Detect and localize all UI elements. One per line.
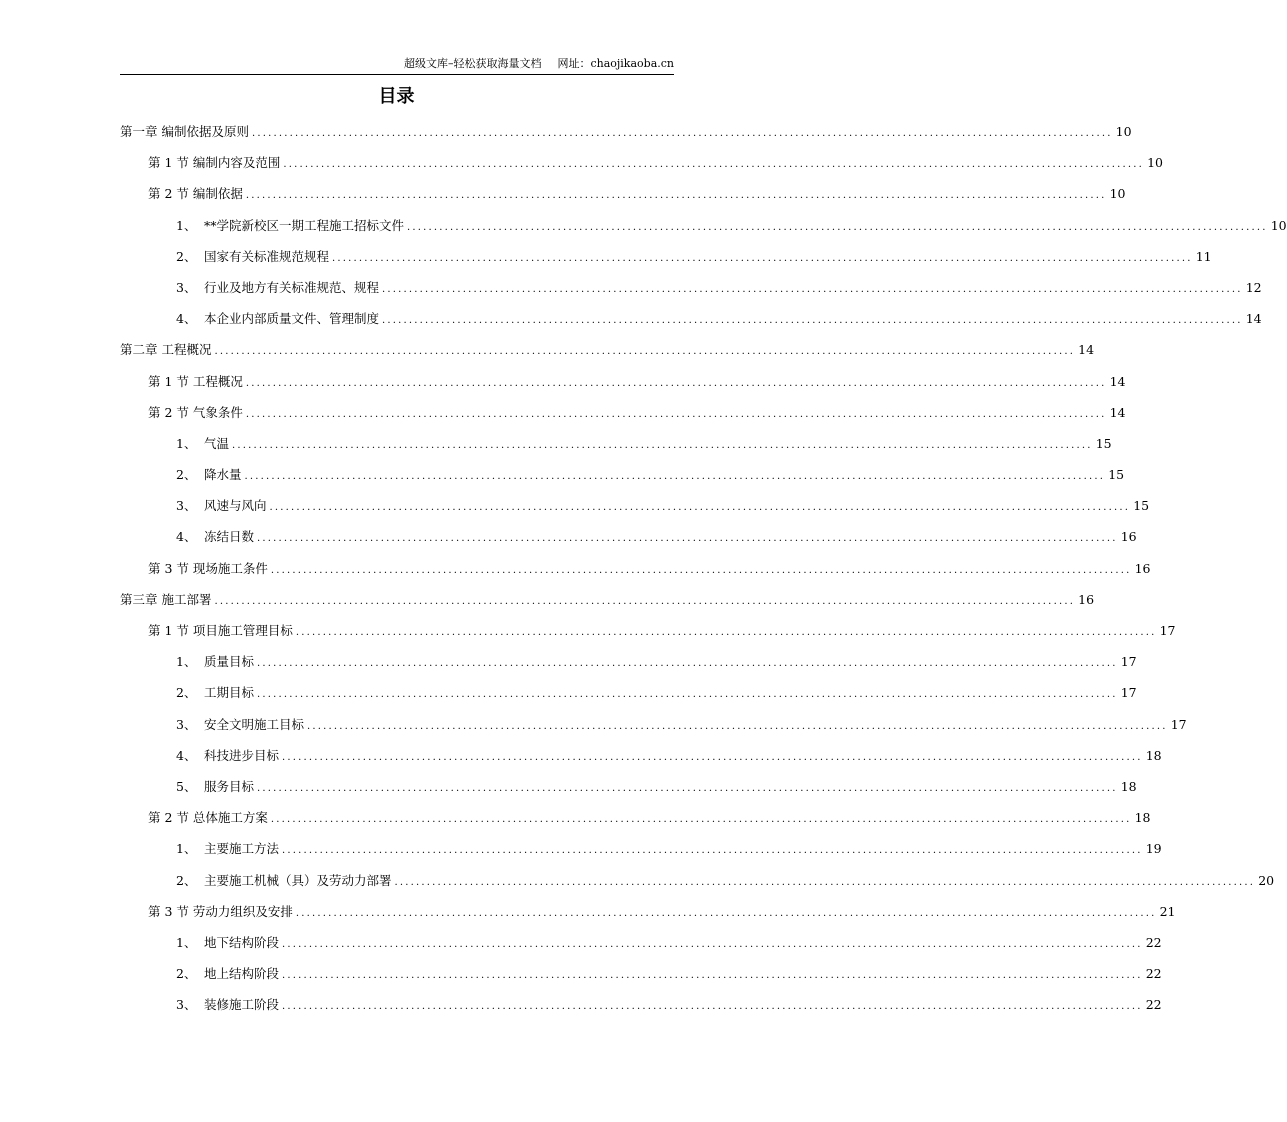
toc-entry-label [148, 901, 293, 923]
toc-leader-dots: ................................................................................................................................................................ [407, 221, 1268, 233]
toc-entry-page-number: 19 [1145, 841, 1162, 857]
toc-entry-label [176, 495, 267, 517]
toc-leader-dots: ................................................................................................................................................................ [282, 970, 1143, 982]
toc-leader-dots: ................................................................................................................................................................ [251, 128, 1113, 139]
toc-entry-page-number: 14 [1245, 311, 1262, 327]
toc-entry[interactable] [120, 121, 1132, 152]
toc-entry-page-number: 22 [1145, 934, 1162, 950]
toc-entry[interactable] [120, 714, 1187, 745]
toc-entry-text: 第一章 编制依据及原则 [120, 124, 249, 139]
toc-entry-number: 1、 [176, 654, 197, 670]
toc-entry-page-number: 20 [1258, 872, 1275, 888]
toc-entry-page-number: 10 [1109, 186, 1126, 202]
toc-leader-dots: ................................................................................................................................................................ [245, 190, 1107, 202]
toc-entry[interactable] [120, 807, 1151, 838]
toc-entry-label [148, 371, 243, 393]
toc-entry-text: 第 3 节 劳动力组织及安排 [148, 903, 293, 919]
toc-leader-dots: ................................................................................................................................................................ [295, 627, 1157, 638]
toc-entry-label [176, 526, 254, 548]
toc-entry[interactable] [120, 682, 1137, 713]
toc-entry-text: 降水量 [204, 467, 242, 483]
toc-entry-text: 第 1 节 工程概况 [148, 373, 243, 389]
toc-entry[interactable] [120, 339, 1095, 370]
header-site-name: 超级文库–轻松获取海量文档 [403, 57, 542, 70]
toc-entry[interactable] [120, 558, 1151, 589]
toc-entry-page-number: 15 [1108, 467, 1125, 483]
toc-entry-text: 第 2 节 气象条件 [148, 404, 243, 420]
toc-entry[interactable] [120, 870, 1275, 901]
toc-leader-dots: ................................................................................................................................................................ [382, 315, 1243, 327]
toc-entry-label [176, 433, 229, 455]
toc-entry-text: 第 2 节 编制依据 [148, 186, 243, 202]
toc-leader-dots: ................................................................................................................................................................ [332, 252, 1193, 264]
toc-leader-dots: ................................................................................................................................................................ [269, 502, 1131, 514]
toc-entry-text: 第二章 工程概况 [120, 342, 212, 358]
toc-entry-page-number: 10 [1270, 217, 1287, 233]
toc-entry-page-number: 17 [1170, 716, 1187, 732]
toc-entry-text: 主要施工机械（具）及劳动力部署 [204, 872, 392, 888]
toc-entry-label [120, 339, 211, 361]
toc-entry-number: 4、 [176, 529, 197, 545]
toc-entry[interactable] [120, 183, 1126, 214]
toc-entry-page-number: 14 [1109, 373, 1126, 389]
toc-entry-text: 行业及地方有关标准规范、规程 [204, 279, 380, 295]
toc-entry-text: 地下结构阶段 [204, 934, 280, 950]
toc-entry-text: 气温 [204, 435, 230, 451]
toc-leader-dots: ................................................................................................................................................................ [282, 751, 1143, 763]
toc-entry-text: 本企业内部质量文件、管理制度 [204, 311, 380, 327]
toc-entry-text: 主要施工方法 [204, 841, 280, 857]
toc-entry[interactable] [120, 589, 1095, 620]
toc-entry-label [176, 838, 279, 860]
toc-leader-dots: ................................................................................................................................................................ [257, 689, 1118, 701]
toc-leader-dots: ................................................................................................................................................................ [382, 283, 1243, 295]
toc-leader-dots: ................................................................................................................................................................ [394, 876, 1256, 888]
toc-entry-number: 3、 [176, 716, 197, 732]
toc-entry[interactable] [120, 963, 1162, 994]
toc-entry-page-number: 10 [1115, 124, 1132, 139]
toc-entry-number: 1、 [176, 934, 197, 950]
toc-entry-page-number: 12 [1245, 279, 1262, 295]
toc-entry[interactable] [120, 464, 1125, 495]
toc-leader-dots: ................................................................................................................................................................ [270, 814, 1132, 826]
toc-entry-text: 工期目标 [204, 685, 255, 701]
toc-entry-label [176, 776, 254, 798]
toc-leader-dots: ................................................................................................................................................................ [244, 471, 1106, 483]
toc-leader-dots: ................................................................................................................................................................ [214, 595, 1076, 607]
toc-entry-page-number: 14 [1078, 342, 1095, 358]
toc-leader-dots: ................................................................................................................................................................ [282, 845, 1143, 857]
toc-entry-number: 2、 [176, 467, 197, 483]
toc-leader-dots: ................................................................................................................................................................ [257, 533, 1118, 545]
toc-entry[interactable] [120, 651, 1137, 682]
toc-entry-page-number: 14 [1109, 404, 1126, 420]
toc-leader-dots: ................................................................................................................................................................ [270, 564, 1132, 576]
toc-entry-number: 3、 [176, 997, 197, 1013]
toc-entry-label [176, 994, 279, 1016]
toc-entry-text: 科技进步目标 [204, 747, 280, 763]
toc-entry-page-number: 17 [1120, 685, 1137, 701]
toc-entry-text: 服务目标 [204, 778, 255, 794]
toc-entry-page-number: 18 [1120, 778, 1137, 794]
toc-entry-label [148, 402, 243, 424]
table-of-contents [120, 121, 1287, 1025]
toc-entry-label [176, 215, 404, 237]
toc-entry-page-number: 16 [1078, 591, 1095, 607]
toc-leader-dots: ................................................................................................................................................................ [232, 439, 1093, 451]
toc-leader-dots: ................................................................................................................................................................ [245, 408, 1107, 420]
toc-entry-page-number: 18 [1134, 810, 1151, 826]
toc-entry-number: 5、 [176, 778, 197, 794]
toc-entry[interactable] [120, 402, 1126, 433]
toc-entry-page-number: 16 [1120, 529, 1137, 545]
toc-entry-number: 3、 [176, 279, 197, 295]
toc-entry-text: 装修施工阶段 [204, 997, 280, 1013]
toc-entry-page-number: 17 [1120, 654, 1137, 670]
toc-entry-text: **学院新校区一期工程施工招标文件 [204, 217, 405, 233]
toc-entry-text: 第 1 节 项目施工管理目标 [148, 623, 293, 638]
toc-entry[interactable] [120, 994, 1162, 1025]
toc-entry-page-number: 17 [1159, 623, 1176, 638]
toc-entry-label [176, 870, 392, 892]
toc-entry[interactable] [120, 371, 1126, 402]
toc-entry-text: 第三章 施工部署 [120, 591, 212, 607]
toc-leader-dots: ................................................................................................................................................................ [283, 159, 1144, 171]
toc-entry-text: 第 1 节 编制内容及范围 [148, 155, 281, 171]
toc-entry-text: 安全文明施工目标 [204, 716, 305, 732]
toc-entry[interactable] [120, 308, 1262, 339]
toc-entry-text: 第 2 节 总体施工方案 [148, 810, 268, 826]
toc-entry-label [148, 183, 243, 205]
toc-entry-page-number: 11 [1195, 248, 1212, 264]
toc-entry-page-number: 22 [1145, 966, 1162, 982]
toc-entry-label [176, 745, 279, 767]
toc-entry-number: 2、 [176, 872, 197, 888]
toc-entry[interactable] [120, 932, 1162, 963]
toc-entry[interactable] [120, 246, 1212, 277]
toc-leader-dots: ................................................................................................................................................................ [245, 377, 1107, 389]
toc-leader-dots: ................................................................................................................................................................ [282, 1001, 1143, 1013]
toc-entry[interactable] [120, 433, 1112, 464]
toc-entry-page-number: 18 [1145, 747, 1162, 763]
page-header [120, 56, 674, 75]
toc-entry-label [176, 308, 379, 330]
toc-entry-page-number: 22 [1145, 997, 1162, 1013]
toc-entry-text: 地上结构阶段 [204, 966, 280, 982]
toc-entry-label [120, 121, 249, 143]
toc-entry[interactable] [120, 838, 1162, 869]
toc-entry-text: 冻结日数 [204, 529, 255, 545]
toc-entry-number: 4、 [176, 747, 197, 763]
toc-entry-number: 2、 [176, 248, 197, 264]
toc-entry-label [176, 932, 279, 954]
toc-leader-dots: ................................................................................................................................................................ [307, 720, 1168, 732]
toc-entry[interactable] [120, 526, 1137, 557]
toc-leader-dots: ................................................................................................................................................................ [214, 346, 1076, 358]
toc-entry-label [176, 464, 242, 486]
toc-entry[interactable] [120, 152, 1163, 183]
header-url: 网址：chaojikaoba.cn [557, 57, 674, 70]
toc-entry-page-number: 15 [1095, 435, 1112, 451]
toc-entry-label [148, 807, 268, 829]
toc-entry-label [148, 152, 280, 174]
toc-entry-text: 风速与风向 [204, 498, 267, 514]
toc-entry-text: 第 3 节 现场施工条件 [148, 560, 268, 576]
toc-leader-dots: ................................................................................................................................................................ [257, 658, 1118, 670]
toc-entry-page-number: 16 [1134, 560, 1151, 576]
toc-leader-dots: ................................................................................................................................................................ [282, 938, 1143, 950]
toc-entry-page-number: 15 [1133, 498, 1150, 514]
toc-entry-number: 2、 [176, 685, 197, 701]
toc-entry[interactable] [120, 901, 1176, 932]
toc-entry[interactable] [120, 495, 1150, 526]
toc-entry-label [148, 620, 293, 642]
toc-entry-number: 4、 [176, 311, 197, 327]
toc-leader-dots: ................................................................................................................................................................ [257, 782, 1118, 794]
toc-entry[interactable] [120, 620, 1176, 651]
toc-entry-label [176, 963, 279, 985]
toc-entry-label [148, 558, 268, 580]
toc-entry[interactable] [120, 277, 1262, 308]
toc-entry-number: 1、 [176, 841, 197, 857]
toc-entry-number: 1、 [176, 217, 197, 233]
toc-entry-label [176, 651, 254, 673]
toc-entry-label [176, 246, 329, 268]
toc-entry-text: 国家有关标准规范规程 [204, 248, 330, 264]
page-title: 目录 [378, 86, 415, 107]
toc-entry-text: 质量目标 [204, 654, 255, 670]
toc-entry[interactable] [120, 776, 1137, 807]
toc-entry-label [120, 589, 211, 611]
toc-entry-number: 2、 [176, 966, 197, 982]
toc-entry-page-number: 10 [1147, 155, 1163, 171]
toc-entry-number: 3、 [176, 498, 197, 514]
toc-entry[interactable] [120, 745, 1162, 776]
toc-entry-number: 1、 [176, 435, 197, 451]
toc-entry-label [176, 714, 304, 736]
toc-entry-page-number: 21 [1159, 903, 1176, 919]
toc-entry[interactable] [120, 215, 1287, 246]
toc-entry-label [176, 682, 254, 704]
toc-leader-dots: ................................................................................................................................................................ [295, 907, 1157, 919]
toc-entry-label [176, 277, 379, 299]
